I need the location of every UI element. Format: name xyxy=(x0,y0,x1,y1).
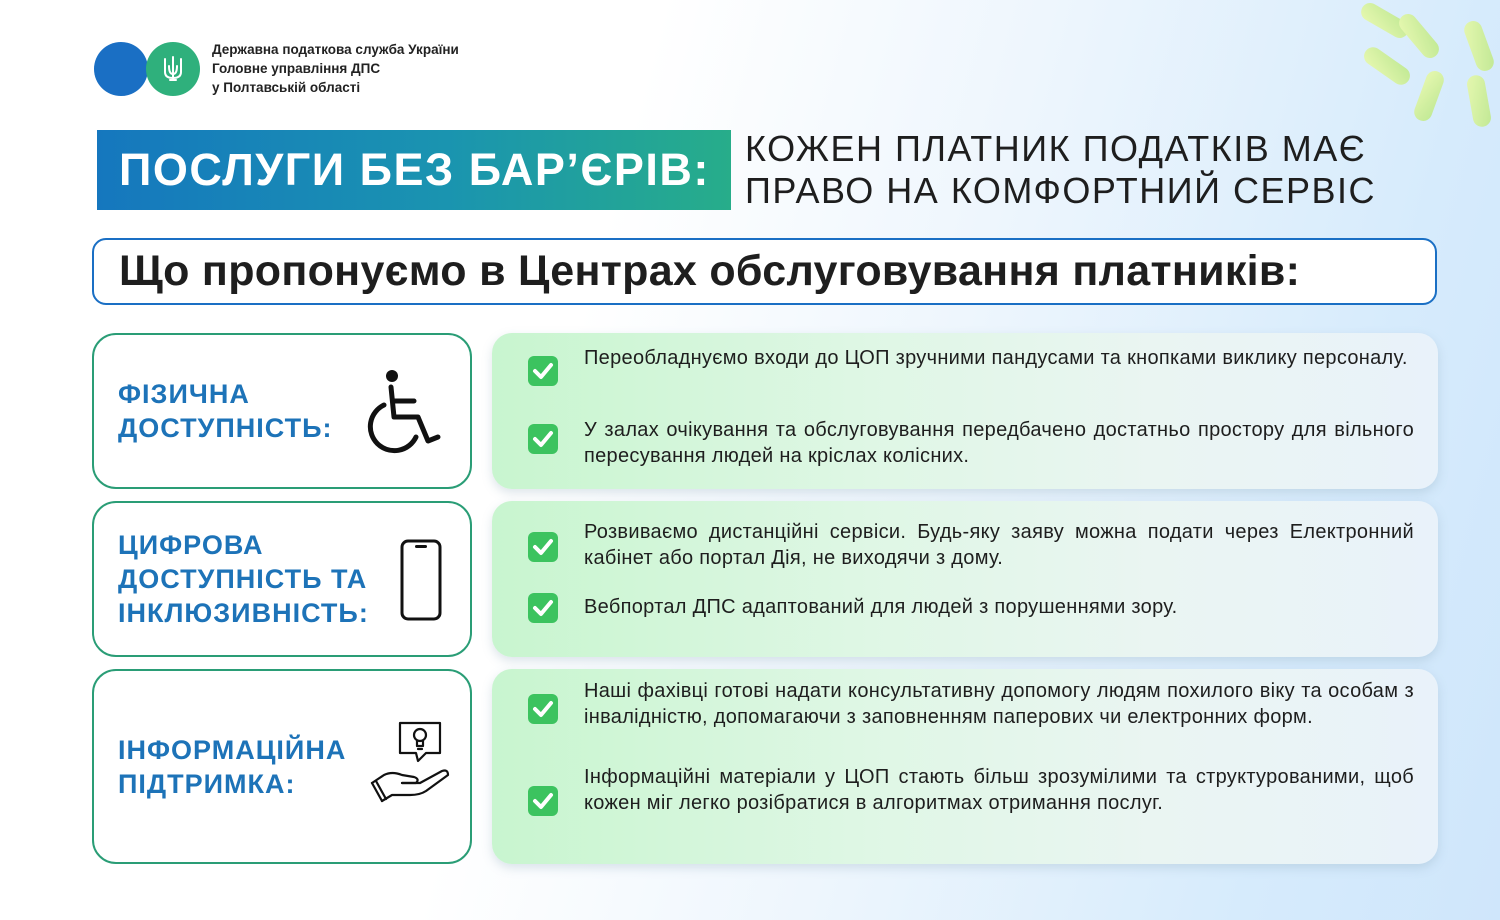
list-item xyxy=(584,345,1414,371)
item-text: Наші фахівці готові надати консультативну допомогу людям похилого віку та особам з інвалідністю, допомагаючи з заповненням паперових чи електронних форм. xyxy=(584,680,1414,728)
banner-subtitle xyxy=(745,128,1376,212)
trident-icon xyxy=(162,54,184,84)
section-physical-accessibility xyxy=(92,333,1438,489)
label-card xyxy=(92,501,472,657)
section-label xyxy=(118,733,346,801)
list-item xyxy=(584,764,1414,816)
checkmark-icon xyxy=(527,355,559,387)
label-card xyxy=(92,669,472,864)
item-text: Переобладнуємо входи до ЦОП зручними пандусами та кнопками виклику персоналу. xyxy=(584,347,1408,369)
title-banner xyxy=(97,130,731,210)
subtitle-line: ПРАВО НА КОМФОРТНИЙ СЕРВІС xyxy=(745,170,1377,211)
list-item xyxy=(584,417,1414,469)
item-text: Вебпортал ДПС адаптований для людей з порушеннями зору. xyxy=(584,596,1178,618)
item-text: Інформаційні матеріали у ЦОП стають більш зрозумілими та структурованими, щоб кожен міг легко розібратися в алгоритмах отримання послуг. xyxy=(584,766,1414,814)
section-digital-accessibility xyxy=(92,501,1438,657)
dps-logo xyxy=(94,40,204,96)
info-card xyxy=(492,501,1438,657)
label-line: ЦИФРОВА xyxy=(118,530,264,560)
label-card xyxy=(92,333,472,489)
logo-blue-circle xyxy=(94,42,148,96)
label-line: ІНКЛЮЗИВНІСТЬ: xyxy=(118,598,369,628)
checkmark-icon xyxy=(527,693,559,725)
org-line: Головне управління ДПС xyxy=(212,61,381,76)
section-label xyxy=(118,377,332,445)
heading-text: Що пропонуємо в Центрах обслуговування платників: xyxy=(119,247,1301,295)
org-line: у Полтавській області xyxy=(212,80,361,95)
section-label xyxy=(118,528,369,630)
label-line: ДОСТУПНІСТЬ: xyxy=(118,413,333,443)
checkmark-icon xyxy=(527,531,559,563)
info-card xyxy=(492,669,1438,864)
item-text: У залах очікування та обслуговування передбачено достатньо простору для вільного пересування людей на кріслах колісних. xyxy=(584,419,1414,467)
label-line: ІНФОРМАЦІЙНА xyxy=(118,734,347,765)
list-item xyxy=(584,594,1414,620)
item-text: Розвиваємо дистанційні сервіси. Будь-яку заяву можна подати через Електронний кабінет або портал Дія, не виходячи з дому. xyxy=(584,521,1414,569)
helping-hand-icon xyxy=(370,719,452,809)
org-line: Державна податкова служба України xyxy=(212,42,459,57)
subtitle-line: КОЖЕН ПЛАТНИК ПОДАТКІВ МАЄ xyxy=(745,128,1367,169)
smartphone-icon xyxy=(400,539,442,621)
info-card xyxy=(492,333,1438,489)
section-information-support xyxy=(92,669,1438,864)
label-line: ПІДТРИМКА: xyxy=(118,768,296,799)
banner-title: ПОСЛУГИ БЕЗ БАР’ЄРІВ: xyxy=(119,144,710,195)
section-heading xyxy=(92,238,1437,305)
list-item xyxy=(584,519,1414,571)
checkmark-icon xyxy=(527,423,559,455)
wheelchair-icon xyxy=(362,367,442,455)
logo-green-circle xyxy=(146,42,200,96)
label-line: ФІЗИЧНА xyxy=(118,379,250,409)
label-line: ДОСТУПНІСТЬ ТА xyxy=(118,564,368,594)
organization-name xyxy=(212,40,459,97)
list-item xyxy=(584,678,1414,730)
checkmark-icon xyxy=(527,785,559,817)
checkmark-icon xyxy=(527,592,559,624)
